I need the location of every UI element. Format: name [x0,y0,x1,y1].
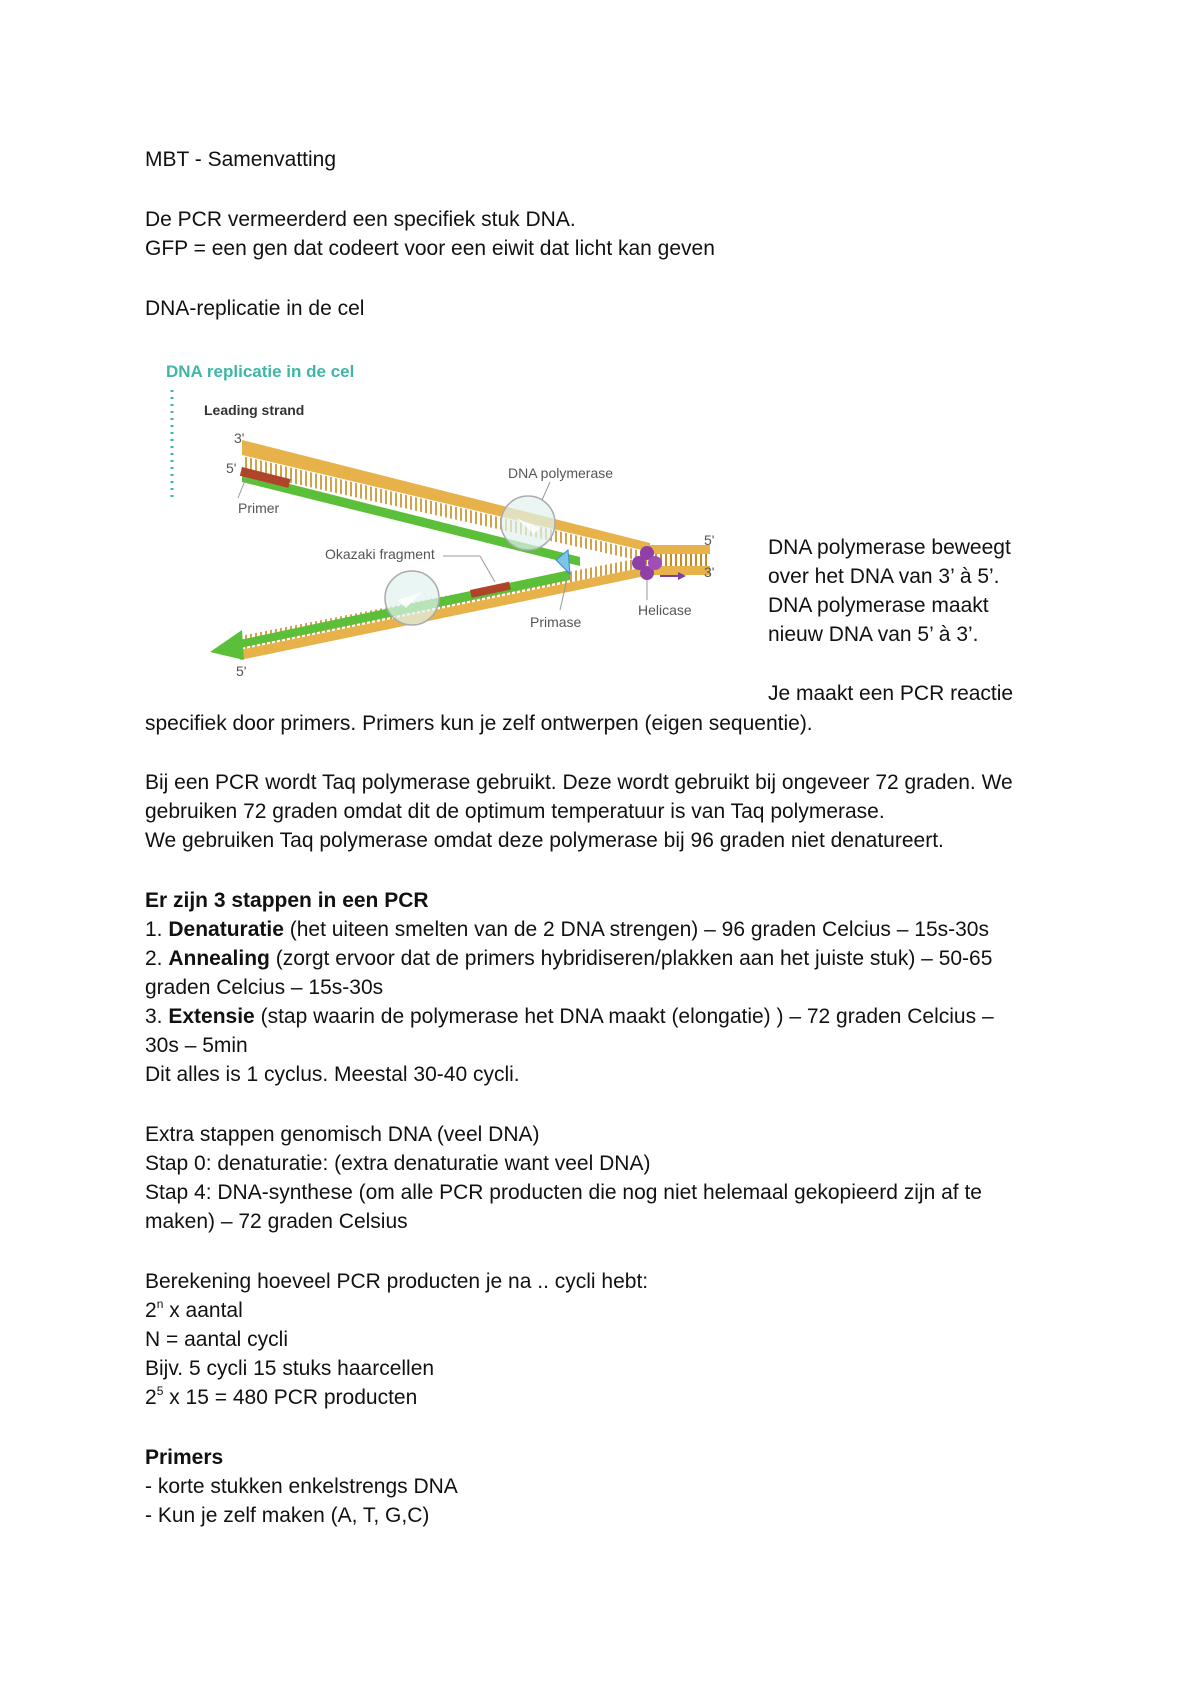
label-okazaki-fragment: Okazaki fragment [325,546,435,562]
n-definition: N = aantal cycli [145,1328,288,1351]
label-helicase: Helicase [638,602,692,618]
step-2-name: Annealing [168,947,270,970]
step-1 [145,915,989,944]
step-1-desc: (het uiteen smelten van de 2 DNA strengen) – 96 graden Celcius – 15s-30s [283,918,989,941]
document-title: MBT - Samenvatting [145,148,337,171]
polymerase-leader [542,482,550,500]
side-text-line-1: DNA polymerase beweegt [768,536,1011,559]
extra-line-1: Extra stappen genomisch DNA (veel DNA) [145,1123,540,1146]
step-3 [145,1002,994,1031]
steps-heading: Er zijn 3 stappen in een PCR [145,889,429,912]
extra-line-4: maken) – 72 graden Celsius [145,1210,408,1233]
step-3-name: Extensie [168,1005,255,1028]
formula-1-base: 2 [145,1299,157,1322]
step-2-desc: (zorgt ervoor dat de primers hybridiseren/plakken aan het juiste stuk) – 50-65 [269,947,993,970]
side-text-line-5: Je maakt een PCR reactie [768,682,1014,705]
helicase-bead-4 [648,556,662,570]
cycle-line: Dit alles is 1 cyclus. Meestal 30-40 cycli. [145,1063,520,1086]
formula-2-exp: 5 [156,1384,164,1398]
step-2 [145,944,992,973]
label-3prime-right: 3' [704,564,715,580]
section-heading-replication: DNA-replicatie in de cel [145,297,365,320]
intro-line-1: De PCR vermeerderd een specifiek stuk DNA. [145,208,576,231]
figure-title: DNA replicatie in de cel [166,362,355,381]
okazaki-leader-d [480,556,495,582]
formula-1-rest: x aantal [163,1299,243,1322]
dna-replication-figure [150,360,730,690]
step-3-num: 3. [145,1005,169,1028]
label-5prime-top: 5' [226,460,237,476]
label-primer: Primer [238,500,280,516]
formula-2-base: 2 [145,1386,157,1409]
bottom-parent-strand [240,566,650,660]
formula-2 [145,1383,417,1412]
step-1-num: 1. [145,918,169,941]
step-1-name: Denaturatie [168,918,284,941]
extra-line-3: Stap 4: DNA-synthese (om alle PCR producten die nog niet helemaal gekopieerd zijn af te [145,1181,982,1204]
label-primase: Primase [530,614,582,630]
calc-heading: Berekening hoeveel PCR producten je na .. cycli hebt: [145,1270,649,1293]
label-3prime-top: 3' [234,430,245,446]
extra-line-2: Stap 0: denaturatie: (extra denaturatie want veel DNA) [145,1152,651,1175]
step-2-num: 2. [145,947,169,970]
label-5prime-right: 5' [704,532,715,548]
example-line: Bijv. 5 cycli 15 stuks haarcellen [145,1357,435,1380]
figure-subtitle: Leading strand [204,402,305,418]
step-3-desc: (stap waarin de polymerase het DNA maakt (elongatie) ) – 72 graden Celcius – [254,1005,994,1028]
intro-line-2: GFP = een gen dat codeert voor een eiwit dat licht kan geven [145,237,715,260]
label-5prime-bottom: 5' [236,663,247,679]
step-3-cont: 30s – 5min [145,1034,248,1057]
primers-item-2: - Kun je zelf maken (A, T, G,C) [145,1504,430,1527]
right-duplex-top [650,545,710,554]
label-dna-polymerase: DNA polymerase [508,465,614,481]
side-text-line-2: over het DNA van 3’ à 5’. [768,565,1000,588]
primers-item-1: - korte stukken enkelstrengs DNA [145,1475,458,1498]
taq-line-3: We gebruiken Taq polymerase omdat deze polymerase bij 96 graden niet denatureert. [145,829,944,852]
lagging-arrowhead [210,630,244,660]
formula-1-exp: n [156,1297,164,1311]
primer-line: specifiek door primers. Primers kun je zelf ontwerpen (eigen sequentie). [145,712,813,735]
formula-1 [145,1296,243,1325]
side-text-line-4: nieuw DNA van 5’ à 3’. [768,623,979,646]
formula-2-rest: x 15 = 480 PCR producten [163,1386,418,1409]
taq-line-2: gebruiken 72 graden omdat dit de optimum temperatuur is van Taq polymerase. [145,800,885,823]
primers-heading: Primers [145,1446,224,1469]
taq-line-1: Bij een PCR wordt Taq polymerase gebruikt. Deze wordt gebruikt bij ongeveer 72 graden. We [145,771,1013,794]
side-text-line-3: DNA polymerase maakt [768,594,989,617]
step-2-cont: graden Celcius – 15s-30s [145,976,384,999]
